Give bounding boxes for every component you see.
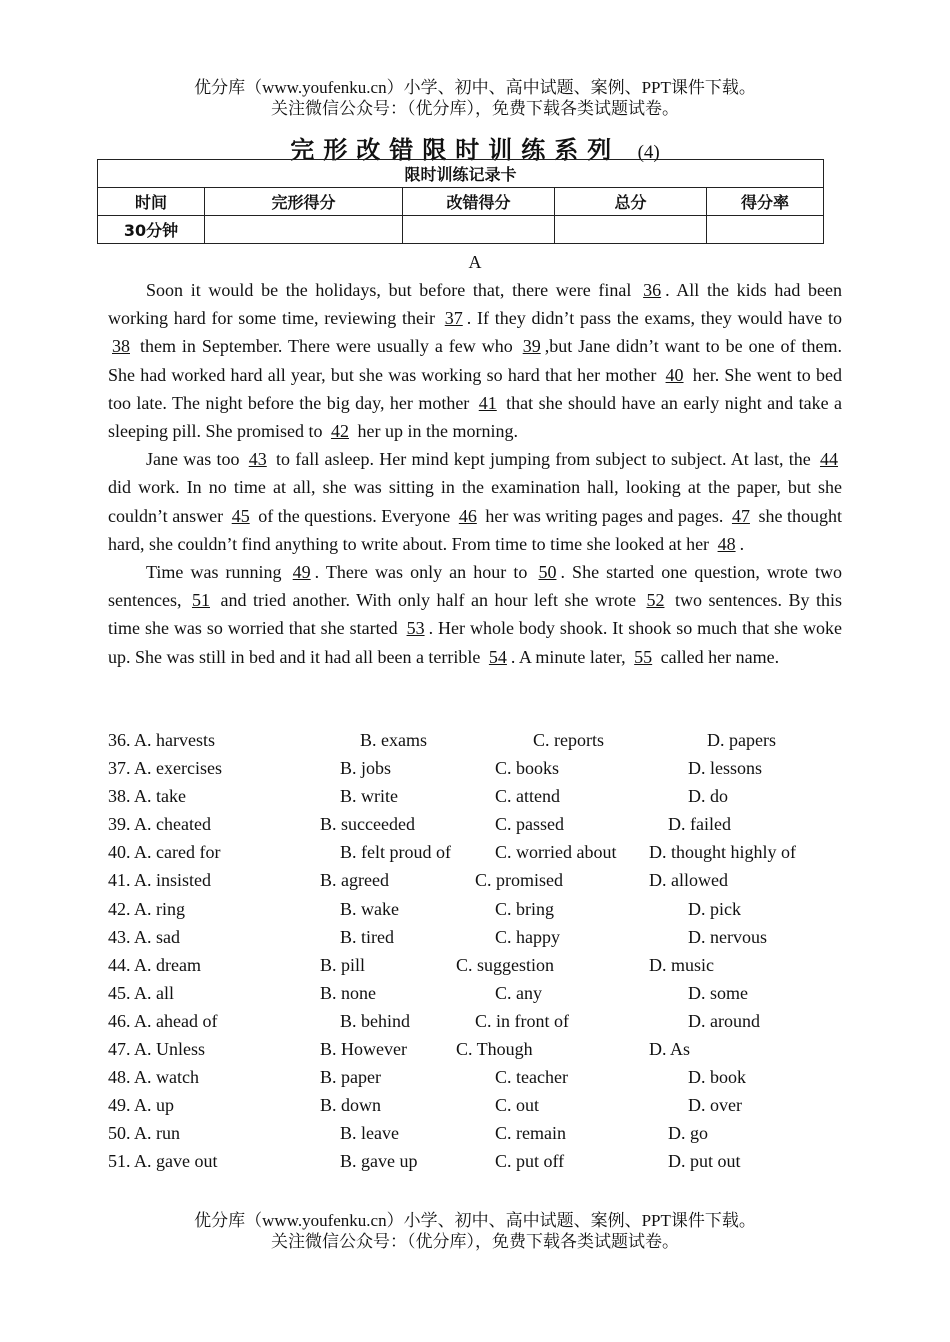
passage-text: called her name. — [656, 646, 780, 667]
score-rate-cell — [707, 216, 824, 244]
time-value-cell: 30分钟 — [98, 216, 205, 244]
option-row — [108, 866, 848, 894]
option-a: 42. A. ring — [108, 898, 186, 919]
option-row — [108, 754, 848, 782]
option-d: D. nervous — [688, 926, 767, 947]
option-b: B. wake — [340, 898, 399, 919]
passage-text: two sentences. By this time she was so worried that she started — [108, 590, 842, 639]
header-line-1: 优分库（www.youfenku.cn）小学、初中、高中试题、案例、PPT课件下载。 — [194, 78, 756, 97]
cloze-passage — [108, 276, 842, 671]
passage-text: did work. In no time at all, she was sitting in the examination hall, looking at the paper, but she couldn’t answer — [108, 477, 842, 526]
option-row — [108, 923, 848, 951]
passage-text: . She started one question, wrote two sentences, — [108, 562, 842, 611]
blank-51: 51 — [191, 590, 210, 611]
passage-paragraph — [108, 445, 842, 558]
option-c: C. attend — [495, 786, 560, 807]
passage-text: Soon it would be the holidays, but before that, there were final — [146, 280, 640, 300]
option-d: D. go — [668, 1123, 708, 1144]
passage-text: that she should have an early night and take a sleeping pill. She promised to — [108, 392, 842, 442]
option-b: B. felt proud of — [340, 842, 451, 863]
passage-text: she thought hard, she couldn’t find anything to write about. From time to time she looked at her — [108, 505, 843, 554]
blank-54: 54 — [488, 646, 507, 667]
option-b: B. exams — [360, 730, 427, 750]
option-b: B. leave — [340, 1123, 399, 1144]
passage-text: . A minute later, — [510, 646, 631, 667]
option-c: C. reports — [533, 730, 604, 750]
option-d: D. papers — [707, 730, 776, 750]
option-a: 43. A. sad — [108, 926, 180, 947]
blank-37: 37 — [444, 308, 463, 329]
option-b: B. behind — [340, 1010, 410, 1031]
option-row — [108, 1063, 848, 1091]
header-cell-correction-score: 改错得分 — [403, 188, 555, 216]
passage-paragraph — [108, 558, 842, 671]
passage-text: . All the kids had been working hard for some time, reviewing their — [108, 280, 842, 329]
option-a: 51. A. gave out — [108, 1151, 218, 1172]
cloze-score-cell — [205, 216, 403, 244]
option-a: 39. A. cheated — [108, 814, 211, 835]
option-row — [108, 979, 848, 1007]
option-d: D. over — [688, 1095, 742, 1116]
option-a: 41. A. insisted — [108, 870, 212, 891]
option-c: C. teacher — [495, 1067, 568, 1088]
option-b: B. pill — [320, 954, 366, 975]
option-row — [108, 810, 848, 838]
blank-41: 41 — [478, 392, 497, 413]
option-d: D. around — [688, 1010, 760, 1031]
header-cell-time: 时间 — [98, 188, 205, 216]
passage-text: her up in the morning. — [352, 421, 518, 442]
option-d: D. failed — [668, 814, 731, 835]
header-cell-cloze-score: 完形得分 — [205, 188, 403, 216]
option-b: B. down — [320, 1095, 382, 1116]
option-b: B. gave up — [340, 1151, 418, 1172]
header-cell-total: 总分 — [555, 188, 707, 216]
passage-text: her was writing pages and pages. — [480, 505, 728, 526]
option-d: D. As — [649, 1039, 691, 1060]
option-b: B. tired — [340, 926, 394, 947]
blank-45: 45 — [231, 505, 250, 526]
option-c: C. suggestion — [456, 954, 555, 975]
option-a: 40. A. cared for — [108, 842, 221, 863]
option-d: D. put out — [668, 1151, 741, 1172]
option-row — [108, 1091, 848, 1119]
option-d: D. some — [688, 982, 748, 1003]
option-a: 50. A. run — [108, 1123, 180, 1144]
option-d: D. pick — [688, 898, 741, 919]
title-text: 完形改错限时训练系列 — [290, 136, 621, 164]
option-c: C. bring — [495, 898, 555, 919]
blank-44: 44 — [819, 449, 838, 470]
record-card-table — [97, 159, 824, 244]
option-b: B. paper — [320, 1067, 381, 1088]
blank-43: 43 — [248, 449, 267, 470]
option-row — [108, 838, 848, 866]
option-c: C. any — [495, 982, 542, 1003]
passage-paragraph — [108, 276, 842, 445]
option-c: C. Though — [456, 1039, 533, 1060]
option-row — [108, 895, 848, 923]
option-c: C. in front of — [475, 1010, 569, 1031]
passage-text: . If they didn’t pass the exams, they would have to — [466, 308, 842, 329]
option-d: D. allowed — [649, 870, 728, 891]
title-number: (4) — [637, 142, 660, 163]
option-b: B. agreed — [320, 870, 389, 891]
option-c: C. worried about — [495, 842, 617, 863]
blank-46: 46 — [458, 505, 477, 526]
option-row — [108, 726, 848, 754]
blank-40: 40 — [665, 364, 684, 385]
option-c: C. put off — [495, 1151, 565, 1172]
blank-49: 49 — [292, 562, 311, 583]
option-d: D. book — [688, 1067, 746, 1088]
option-a: 38. A. take — [108, 786, 186, 807]
blank-52: 52 — [646, 590, 665, 611]
option-c: C. passed — [495, 814, 564, 835]
blank-38: 38 — [112, 336, 130, 357]
passage-text: Jane was too — [146, 449, 245, 470]
option-row — [108, 1119, 848, 1147]
section-label: A — [468, 252, 482, 272]
passage-text: Time was running — [146, 562, 289, 583]
option-d: D. do — [688, 786, 728, 807]
options-list — [108, 726, 848, 1176]
blank-48: 48 — [717, 533, 736, 554]
option-a: 48. A. watch — [108, 1067, 199, 1088]
option-row — [108, 1147, 848, 1175]
option-a: 49. A. up — [108, 1095, 175, 1116]
blank-42: 42 — [330, 421, 349, 442]
option-a: 37. A. exercises — [108, 758, 222, 779]
option-row — [108, 1007, 848, 1035]
passage-text: them in September. There were usually a few who — [134, 336, 519, 357]
blank-50: 50 — [538, 562, 557, 583]
blank-47: 47 — [731, 505, 750, 526]
passage-text: . There was only an hour to — [314, 562, 535, 583]
option-c: C. happy — [495, 926, 560, 947]
record-card-caption: 限时训练记录卡 — [98, 160, 824, 188]
blank-53: 53 — [406, 618, 425, 639]
passage-text: . — [739, 533, 745, 554]
option-b: B. succeeded — [320, 814, 415, 835]
option-a: 45. A. all — [108, 982, 174, 1003]
option-a: 36. A. harvests — [108, 730, 215, 750]
option-c: C. promised — [475, 870, 563, 891]
blank-55: 55 — [634, 646, 653, 667]
option-b: B. none — [320, 982, 376, 1003]
option-a: 46. A. ahead of — [108, 1010, 218, 1031]
footer-line-2: 关注微信公众号：（优分库），免费下载各类试题试卷。 — [271, 1232, 679, 1251]
option-a: 47. A. Unless — [108, 1039, 206, 1060]
total-score-cell — [555, 216, 707, 244]
passage-text: . Her whole body shook. It shook so much that she woke up. She was still in bed and it had all been a terrible — [108, 618, 842, 667]
option-row — [108, 782, 848, 810]
option-row — [108, 951, 848, 979]
option-c: C. remain — [495, 1123, 566, 1144]
option-a: 44. A. dream — [108, 954, 201, 975]
blank-39: 39 — [522, 336, 541, 357]
option-b: B. write — [340, 786, 398, 807]
passage-text: to fall asleep. Her mind kept jumping from subject to subject. At last, the — [270, 449, 816, 470]
passage-text: her. She went to bed too late. The night before the big day, her mother — [108, 364, 842, 413]
option-row — [108, 1035, 848, 1063]
footer-line-1: 优分库（www.youfenku.cn）小学、初中、高中试题、案例、PPT课件下载。 — [194, 1211, 756, 1230]
option-d: D. thought highly of — [649, 842, 796, 863]
option-b: B. However — [320, 1039, 407, 1060]
passage-text: ,but Jane didn’t want to be one of them. She had worked hard all year, but she was working so hard that her mother — [108, 336, 842, 385]
passage-text: and tried another. With only half an hour left she wrote — [213, 590, 643, 611]
option-c: C. books — [495, 758, 560, 779]
option-d: D. lessons — [688, 758, 763, 779]
header-line-2: 关注微信公众号：（优分库），免费下载各类试题试卷。 — [271, 99, 679, 118]
option-d: D. music — [649, 954, 714, 975]
passage-text: of the questions. Everyone — [253, 505, 455, 526]
option-b: B. jobs — [340, 758, 392, 779]
blank-36: 36 — [643, 280, 662, 300]
option-c: C. out — [495, 1095, 540, 1116]
header-cell-rate: 得分率 — [707, 188, 824, 216]
correction-score-cell — [403, 216, 555, 244]
